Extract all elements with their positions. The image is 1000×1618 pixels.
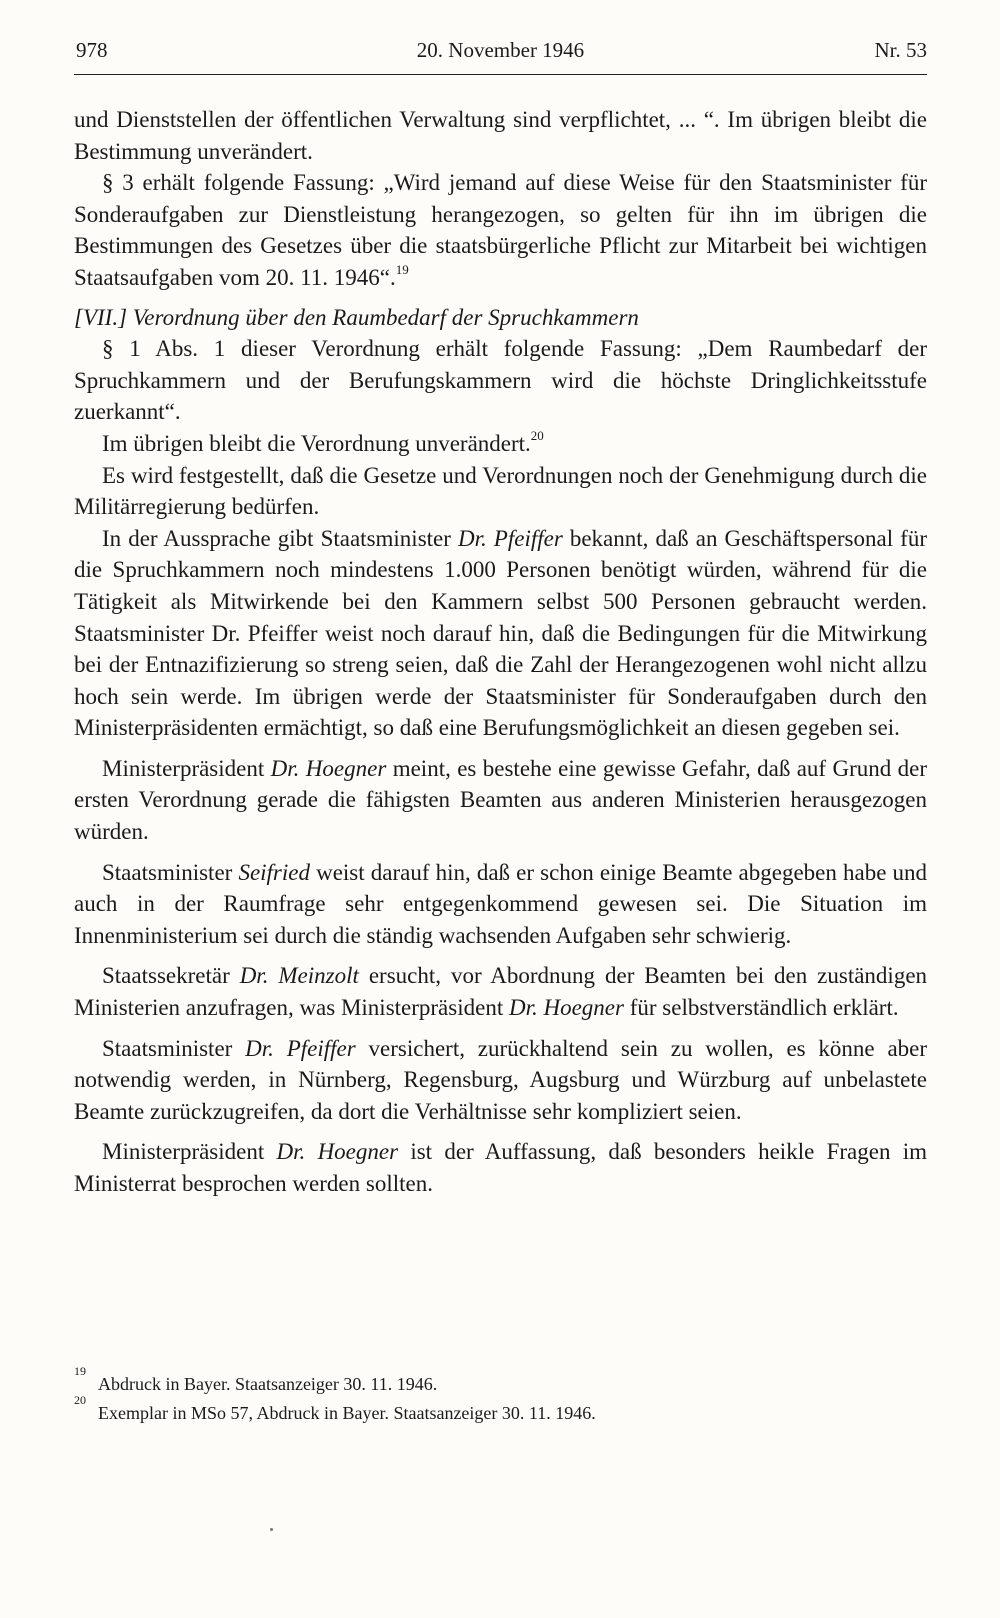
section-number: [VII.]	[74, 304, 128, 330]
person-name: Dr. Pfeiffer	[245, 1035, 356, 1061]
paragraph-2: § 3 erhält folgende Fassung: „Wird jemand auf diese Weise für den Staatsminister für Sonderaufgaben zur Dienstleistung herangezogen, so gelten für ihn im übrigen die Bestimmungen des Gesetzes über die staatsbürgerliche Pflicht zur Mitarbeit bei wichtigen Staatsaufgaben vom 20. 11. 1946“.$^{19}$	[74, 170, 927, 290]
paragraph-3: § 1 Abs. 1 dieser Verordnung erhält folgende Fassung: „Dem Raumbedarf der Spruchkammern und der Berufungskammern wird die höchste Dringlichkeitsstufe zuerkannt“.	[74, 336, 927, 425]
footnote-ref-19: 19	[395, 262, 409, 278]
footnote-number: 19	[74, 1364, 86, 1378]
paragraph-9: Staatssekretär Dr. Meinzolt ersucht, vor Abordnung der Beamten bei den zuständigen Ministerien anzufragen, was Ministerpräsident Dr. Hoegner für selbstverständlich erklärt.	[74, 963, 928, 1021]
running-header	[74, 38, 927, 75]
footnote-number: 20	[74, 1393, 86, 1407]
footnote-ref-20: 20	[530, 428, 544, 444]
paragraph-5: Es wird festgestellt, daß die Gesetze und Verordnungen noch der Genehmigung durch die Militärregierung bedürfen.	[74, 462, 927, 520]
footnotes	[74, 1364, 927, 1428]
paragraph-8: Staatsminister Seifried weist darauf hin, daß er schon einige Beamte abgegeben habe und auch in der Raumfrage sehr entgegenkommend gewesen sei. Die Situation im Innenministerium sei durch die ständig wachsenden Aufgaben sehr schwierig.	[74, 859, 928, 948]
person-name: Dr. Hoegner	[276, 1139, 399, 1165]
page-number: 978	[76, 38, 108, 62]
speck-mark	[270, 1528, 273, 1531]
paragraph-11: Ministerpräsident Dr. Hoegner ist der Auffassung, daß besonders heikle Fragen im Ministerrat besprochen werden sollten.	[74, 1139, 927, 1196]
issue-number: Nr. 53	[874, 38, 927, 62]
person-name: Dr. Hoegner	[508, 995, 624, 1021]
person-name: Seifried	[238, 859, 310, 885]
body-text	[74, 104, 927, 1200]
section-title: Verordnung über den Raumbedarf der Spruchkammern	[132, 304, 639, 330]
footnote	[74, 1364, 927, 1399]
paragraph-4: Im übrigen bleibt die Verordnung unverändert.$^{20}$	[102, 428, 544, 456]
paragraph-1: und Dienststellen der öffentlichen Verwaltung sind verpflichtet, ... “. Im übrigen bleibt die Bestimmung unverändert.	[74, 107, 927, 164]
footnote	[74, 1393, 927, 1428]
paragraph-6: In der Aussprache gibt Staatsminister Dr. Pfeiffer bekannt, daß an Geschäftspersonal für die Spruchkammern noch mindestens 1.000 Personen benötigt würden, während für die Tätigkeit als Mitwirkende bei den Kammern selbst 500 Personen gebraucht werden. Staatsminister Dr. Pfeiffer weist noch darauf hin, daß die Bedingungen für die Mitwirkung bei der Entnazifizierung so streng seien, daß die Zahl der Herangezogenen wohl nicht allzu hoch sein werde. Im übrigen werde der Staatsminister für Sonderaufgaben durch den Ministerpräsidenten ermächtigt, so daß eine Berufungsmöglichkeit an diesen gegeben sei.	[74, 525, 927, 741]
person-name: Dr. Hoegner	[270, 755, 387, 781]
header-date: 20. November 1946	[416, 38, 585, 62]
paragraph-7: Ministerpräsident Dr. Hoegner meint, es bestehe eine gewisse Gefahr, daß auf Grund der ersten Verordnung gerade die fähigsten Beamten aus anderen Ministerien herausgezogen würden.	[74, 755, 928, 845]
footnote-text: Abdruck in Bayer. Staatsanzeiger 30. 11. 1946.	[98, 1374, 438, 1394]
person-name: Dr. Meinzolt	[239, 963, 359, 989]
footnote-text: Exemplar in MSo 57, Abdruck in Bayer. Staatsanzeiger 30. 11. 1946.	[98, 1403, 596, 1423]
section-heading	[74, 302, 927, 334]
paragraph-10: Staatsminister Dr. Pfeiffer versichert, zurückhaltend sein zu wollen, es könne aber notwendig werden, in Nürnberg, Regensburg, Augsburg und Würzburg auf unbelastete Beamte zurückzugreifen, da dort die Verhältnisse sehr kompliziert seien.	[74, 1035, 928, 1124]
person-name: Dr. Pfeiffer	[457, 525, 563, 551]
